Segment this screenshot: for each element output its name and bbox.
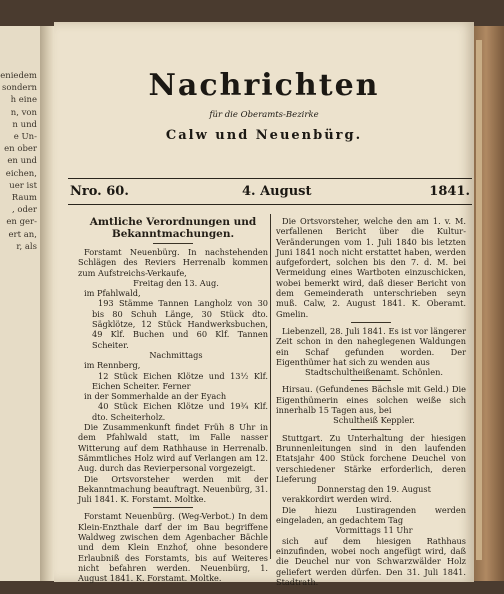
notice-separator bbox=[351, 380, 391, 381]
header-rule-top bbox=[68, 178, 472, 179]
notice-date: Freitag den 13. Aug. bbox=[133, 277, 219, 288]
facing-page-line: n, von bbox=[10, 107, 37, 118]
facing-page-lines bbox=[0, 70, 40, 253]
notice-paragraph: Die Ortsvorsteher, welche den am 1. v. M. verfallenen Bericht über die Kultur-Veränderungen vom 1. Juli 1840 bis letzten Juni 1841 noch nicht erstattet haben, werden aufgefordert, solchen bis den 7. d. M. bei Vermeidung eines Wartboten einzuschicken, wobei bemerkt wird, daß dieser Bericht von dem Gemeinderath unterschrieben seyn muß. Calw, 2. August 1841. K. Oberamt. Gmelin. bbox=[276, 216, 466, 319]
facing-page-line: eniedem bbox=[0, 71, 37, 81]
right-column bbox=[276, 216, 466, 587]
header-rule-bottom bbox=[68, 204, 472, 205]
facing-page-line: r, als bbox=[16, 241, 37, 252]
notice-paragraph: Forstamt Neuenbürg. (Weg-Verbot.) In dem Klein-Enzthale darf der im Bau begriffene Waldweg zwischen dem Agenbacher Bächle und dem Klein Enzhof, ohne besondere Erlaubniß des Forstamts, bis auf Weiteres nicht befahren werden. Neuenbürg, 1. August 1841. K. Forstamt. Moltke. bbox=[78, 511, 268, 584]
masthead bbox=[54, 70, 474, 143]
heading-rule bbox=[153, 243, 193, 244]
notice-paragraph: Forstamt Neuenbürg. In nachstehenden Schlägen des Reviers Herrenalb kommen zum Aufstreichs-Verkaufe, bbox=[78, 247, 268, 278]
facing-page-line: Raum bbox=[11, 193, 37, 204]
column-divider bbox=[270, 214, 271, 559]
issue-date: 4. August bbox=[242, 184, 312, 199]
notice-paragraph: verakkordirt werden wird. bbox=[282, 494, 392, 505]
facing-page-line: en und bbox=[7, 156, 37, 167]
left-column bbox=[78, 216, 268, 584]
page-title: Nachrichten bbox=[148, 68, 380, 103]
notice-location: im Pfahlwald, bbox=[84, 288, 141, 299]
book-gutter bbox=[40, 26, 54, 581]
notice-item: 193 Stämme Tannen Langholz von 30 bis 80 Schuh Länge, 30 Stück dto. Sägklötze, 12 Stück Handwerksbuchen, 49 Klf. Buchen und 60 Klf. Tannen Scheiter. bbox=[92, 298, 268, 350]
notice-time: Vormittags 11 Uhr bbox=[335, 525, 413, 536]
facing-page-line: uer ist bbox=[9, 180, 37, 191]
facing-page-line: en ger- bbox=[6, 217, 37, 228]
facing-page-line: ert an, bbox=[8, 229, 37, 240]
facing-page-line: e Un- bbox=[13, 132, 37, 143]
book-edge-highlight bbox=[476, 40, 482, 560]
facing-page-line: en ober bbox=[4, 144, 37, 155]
section-heading: Amtliche Verordnungen und Bekanntmachungen. bbox=[89, 216, 257, 240]
masthead-districts: Calw und Neuenbürg. bbox=[165, 128, 363, 143]
newspaper-page bbox=[54, 22, 474, 587]
notice-item: 12 Stück Eichen Klötze und 13½ Klf. Eichen Scheiter. Ferner bbox=[92, 370, 268, 391]
facing-page-line: , oder bbox=[11, 205, 37, 216]
notice-paragraph: Hirsau. (Gefundenes Bächsle mit Geld.) Die Eigenthümerin eines solchen weiße sich innerhalb 15 Tagen aus, bei bbox=[276, 384, 466, 416]
notice-paragraph: Die Zusammenkunft findet Früh 8 Uhr in dem Pfahlwald statt, im Falle nasser Witterung auf dem Rathhause in Herrenalb. Sämmtliches Holz wird auf Verlangen am 12. Aug. durch das Revierpersonal vorgezeigt. bbox=[78, 422, 268, 474]
notice-date: Donnerstag den 19. August bbox=[317, 484, 431, 495]
issue-year: 1841. bbox=[429, 184, 470, 199]
notice-signature: Stadtschultheißenamt. Schönlen. bbox=[304, 367, 444, 378]
facing-page-line: n und bbox=[12, 119, 37, 130]
notice-separator bbox=[153, 507, 193, 508]
facing-page-line: eichen, bbox=[5, 168, 37, 179]
notice-paragraph: Die hiezu Lustiragenden werden eingeladen, an gedachtem Tag bbox=[276, 504, 466, 526]
notice-paragraph: Liebenzell, 28. Juli 1841. Es ist vor längerer Zeit schon in den naheglegenen Waldungen ein Schaf gefunden worden. Der Eigenthümer hat sich zu wenden aus bbox=[276, 325, 466, 367]
issue-number: Nro. 60. bbox=[70, 184, 129, 199]
notice-signature: Schultheiß Keppler. bbox=[333, 415, 415, 426]
notice-paragraph: Die Ortsvorsteher werden mit der Bekanntmachung beauftragt. Neuenbürg, 31. Juli 1841. K. Forstamt. Moltke. bbox=[78, 473, 268, 505]
notice-separator bbox=[351, 429, 391, 430]
masthead-subtitle: für die Oberamts-Bezirke bbox=[209, 110, 319, 120]
facing-page-line: h eine bbox=[10, 95, 37, 106]
facing-page-line: sondern bbox=[2, 83, 37, 94]
notice-location: im Rennberg, bbox=[84, 360, 141, 371]
notice-time: Nachmittags bbox=[149, 349, 203, 360]
notice-item: 40 Stück Eichen Klötze und 19¾ Klf. dto. Scheiterholz. bbox=[92, 401, 268, 422]
notice-paragraph: Stuttgart. Zu Unterhaltung der hiesigen Brunnenleitungen sind in den laufenden Etatsjahr 400 Stück forchene Deuchel von verschiedener Stärke erforderlich, deren Lieferung bbox=[276, 432, 466, 484]
facing-page-fragment bbox=[0, 26, 41, 581]
notice-separator bbox=[351, 322, 391, 323]
notice-location: in der Sommerhalde an der Eyach bbox=[84, 391, 227, 402]
notice-paragraph: sich auf dem hiesigen Rathhaus einzufinden, wobei noch angefügt wird, daß die Deuchel nur von Schwarzwälder Holz geliefert werden dürfen. Den 31. Juli 1841. Stadtrath. bbox=[276, 535, 466, 587]
issue-info bbox=[70, 184, 470, 204]
